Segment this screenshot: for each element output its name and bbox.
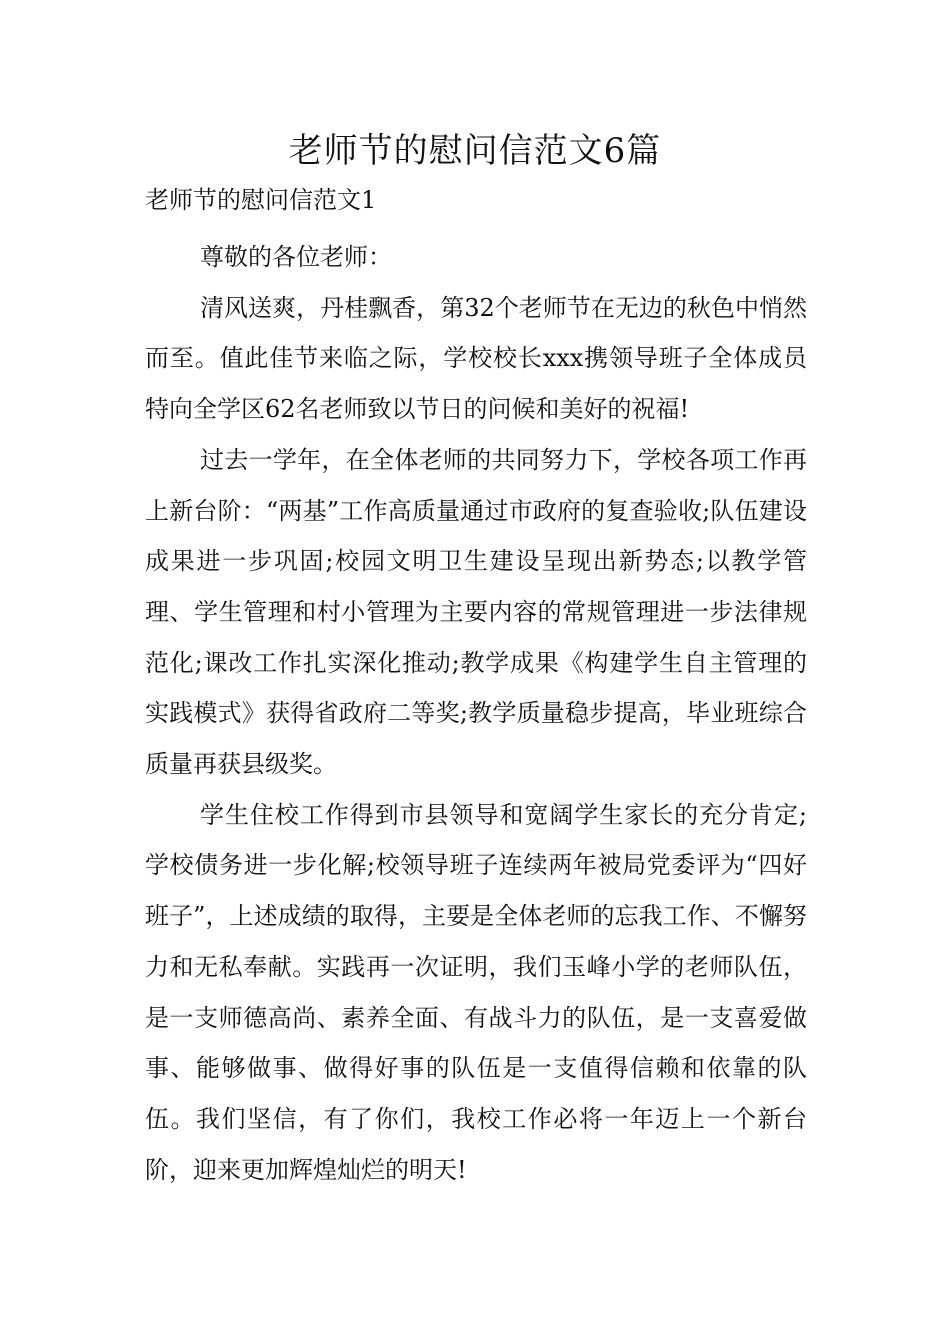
- paragraph-conclusion: 学生住校工作得到市县领导和宽阔学生家长的充分肯定;学校债务进一步化解;校领导班子连续两年被局党委评为“四好班子”，上述成绩的取得，主要是全体老师的忘我工作、不懈努力和无私奉献。实践再一次证明，我们玉峰小学的老师队伍，是一支师德高尚、素养全面、有战斗力的队伍，是一支喜爱做事、能够做事、做得好事的队伍是一支值得信赖和依靠的队伍。我们坚信，有了你们，我校工作必将一年迈上一个新台阶，迎来更加辉煌灿烂的明天!: [145, 800, 807, 1184]
- paragraph-greeting: 清风送爽，丹桂飘香，第32个老师节在无边的秋色中悄然而至。值此佳节来临之际，学校校长xxx携领导班子全体成员特向全学区62名老师致以节日的问候和美好的祝福!: [145, 293, 807, 424]
- salutation: 尊敬的各位老师：: [200, 243, 392, 271]
- letter-body: [145, 232, 807, 1195]
- document-title: 老师节的慰问信范文6篇: [288, 131, 662, 171]
- paragraph-achievements: 过去一学年，在全体老师的共同努力下，学校各项工作再上新台阶：“两基”工作高质量通过市政府的复查验收;队伍建设成果进一步巩固;校园文明卫生建设呈现出新势态;以教学管理、学生管理和村小管理为主要内容的常规管理进一步法律规范化;课改工作扎实深化推动;教学成果《构建学生自主管理的实践模式》获得省政府二等奖;教学质量稳步提高，毕业班综合质量再获县级奖。: [145, 445, 807, 779]
- section-heading: 老师节的慰问信范文1: [145, 186, 377, 214]
